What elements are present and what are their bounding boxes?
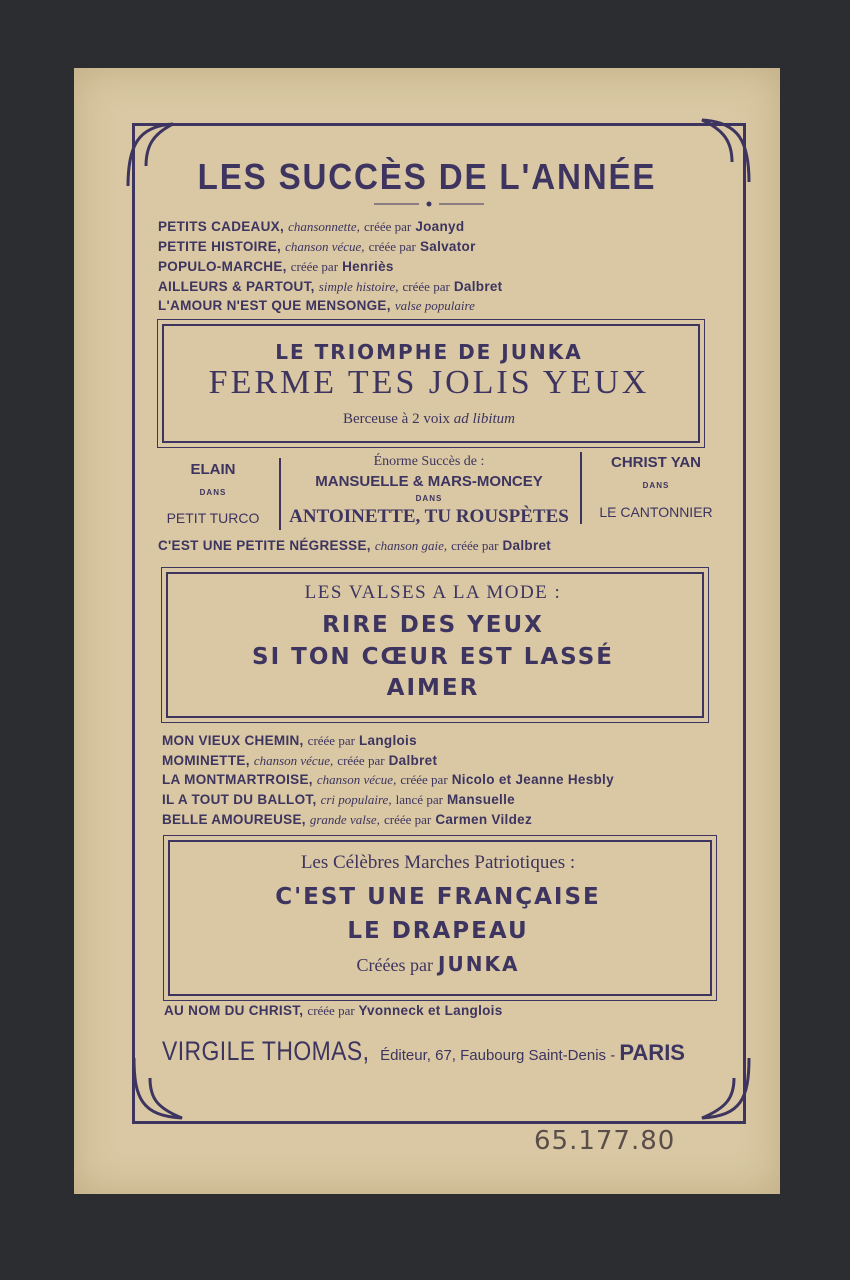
sheet-music-cover	[74, 68, 780, 1194]
list-item: C'EST UNE PETITE NÉGRESSE, chanson gaie, créée par Dalbret	[158, 538, 552, 553]
list-item: MON VIEUX CHEMIN, créée par Langlois	[162, 733, 417, 748]
list-item: POPULO-MARCHE, créée par Henriès	[158, 259, 394, 274]
valse-item: SI TON CŒUR EST LASSÉ	[252, 644, 614, 670]
list-item: LA MONTMARTROISE, chanson vécue, créée par Nicolo et Jeanne Hesbly	[162, 772, 614, 787]
publisher-line: VIRGILE THOMAS, Éditeur, 67, Faubourg Saint-Denis - PARIS	[162, 1036, 685, 1066]
center-heading: Énorme Succès de :	[373, 454, 485, 469]
list-item: PETITS CADEAUX, chansonnette, créée par Joanyd	[158, 219, 465, 234]
title-underline-ornament	[374, 200, 484, 208]
divider	[580, 452, 582, 524]
archive-stamp: 65.177.80	[534, 1126, 676, 1156]
junka-song-title: FERME TES JOLIS YEUX	[208, 364, 650, 401]
left-dans: DANS	[199, 488, 227, 497]
marches-heading: Les Célèbres Marches Patriotiques :	[300, 852, 576, 873]
valses-heading: LES VALSES A LA MODE :	[304, 582, 562, 603]
center-song: ANTOINETTE, TU ROUSPÈTES	[289, 506, 569, 527]
divider	[279, 458, 281, 530]
list-item: MOMINETTE, chanson vécue, créée par Dalbret	[162, 753, 438, 768]
list-item: IL A TOUT DU BALLOT, cri populaire, lancé par Mansuelle	[162, 792, 515, 807]
list-item: AU NOM DU CHRIST, créée par Yvonneck et Langlois	[164, 1003, 503, 1018]
junka-heading: LE TRIOMPHE DE JUNKA	[275, 340, 583, 364]
valse-item: AIMER	[386, 675, 480, 701]
list-item: AILLEURS & PARTOUT, simple histoire, créée par Dalbret	[158, 279, 503, 294]
corner-ornament-bottom-right	[694, 1058, 764, 1128]
list-item: L'AMOUR N'EST QUE MENSONGE, valse populaire	[158, 298, 475, 313]
left-artist: ELAIN	[190, 461, 236, 478]
right-dans: DANS	[642, 481, 670, 490]
corner-ornament-bottom-left	[122, 1058, 192, 1128]
page-title: LES SUCCÈS DE L'ANNÉE	[197, 156, 657, 197]
junka-note: Berceuse à 2 voix ad libitum	[342, 411, 516, 427]
publisher-name: VIRGILE THOMAS,	[162, 1036, 370, 1066]
march-item: C'EST UNE FRANÇAISE	[275, 884, 601, 910]
valse-item: RIRE DES YEUX	[322, 612, 544, 638]
right-artist: CHRIST YAN	[610, 454, 702, 471]
center-dans: DANS	[415, 494, 443, 503]
march-item: LE DRAPEAU	[347, 918, 529, 944]
list-item: PETITE HISTOIRE, chanson vécue, créée par Salvator	[158, 239, 476, 254]
right-song: LE CANTONNIER	[599, 504, 713, 520]
list-item: BELLE AMOUREUSE, grande valse, créée par Carmen Vildez	[162, 812, 532, 827]
marches-credit: Créées par JUNKA	[356, 952, 520, 976]
center-artists: MANSUELLE & MARS-MONCEY	[315, 473, 543, 490]
left-song: PETIT TURCO	[166, 510, 260, 526]
